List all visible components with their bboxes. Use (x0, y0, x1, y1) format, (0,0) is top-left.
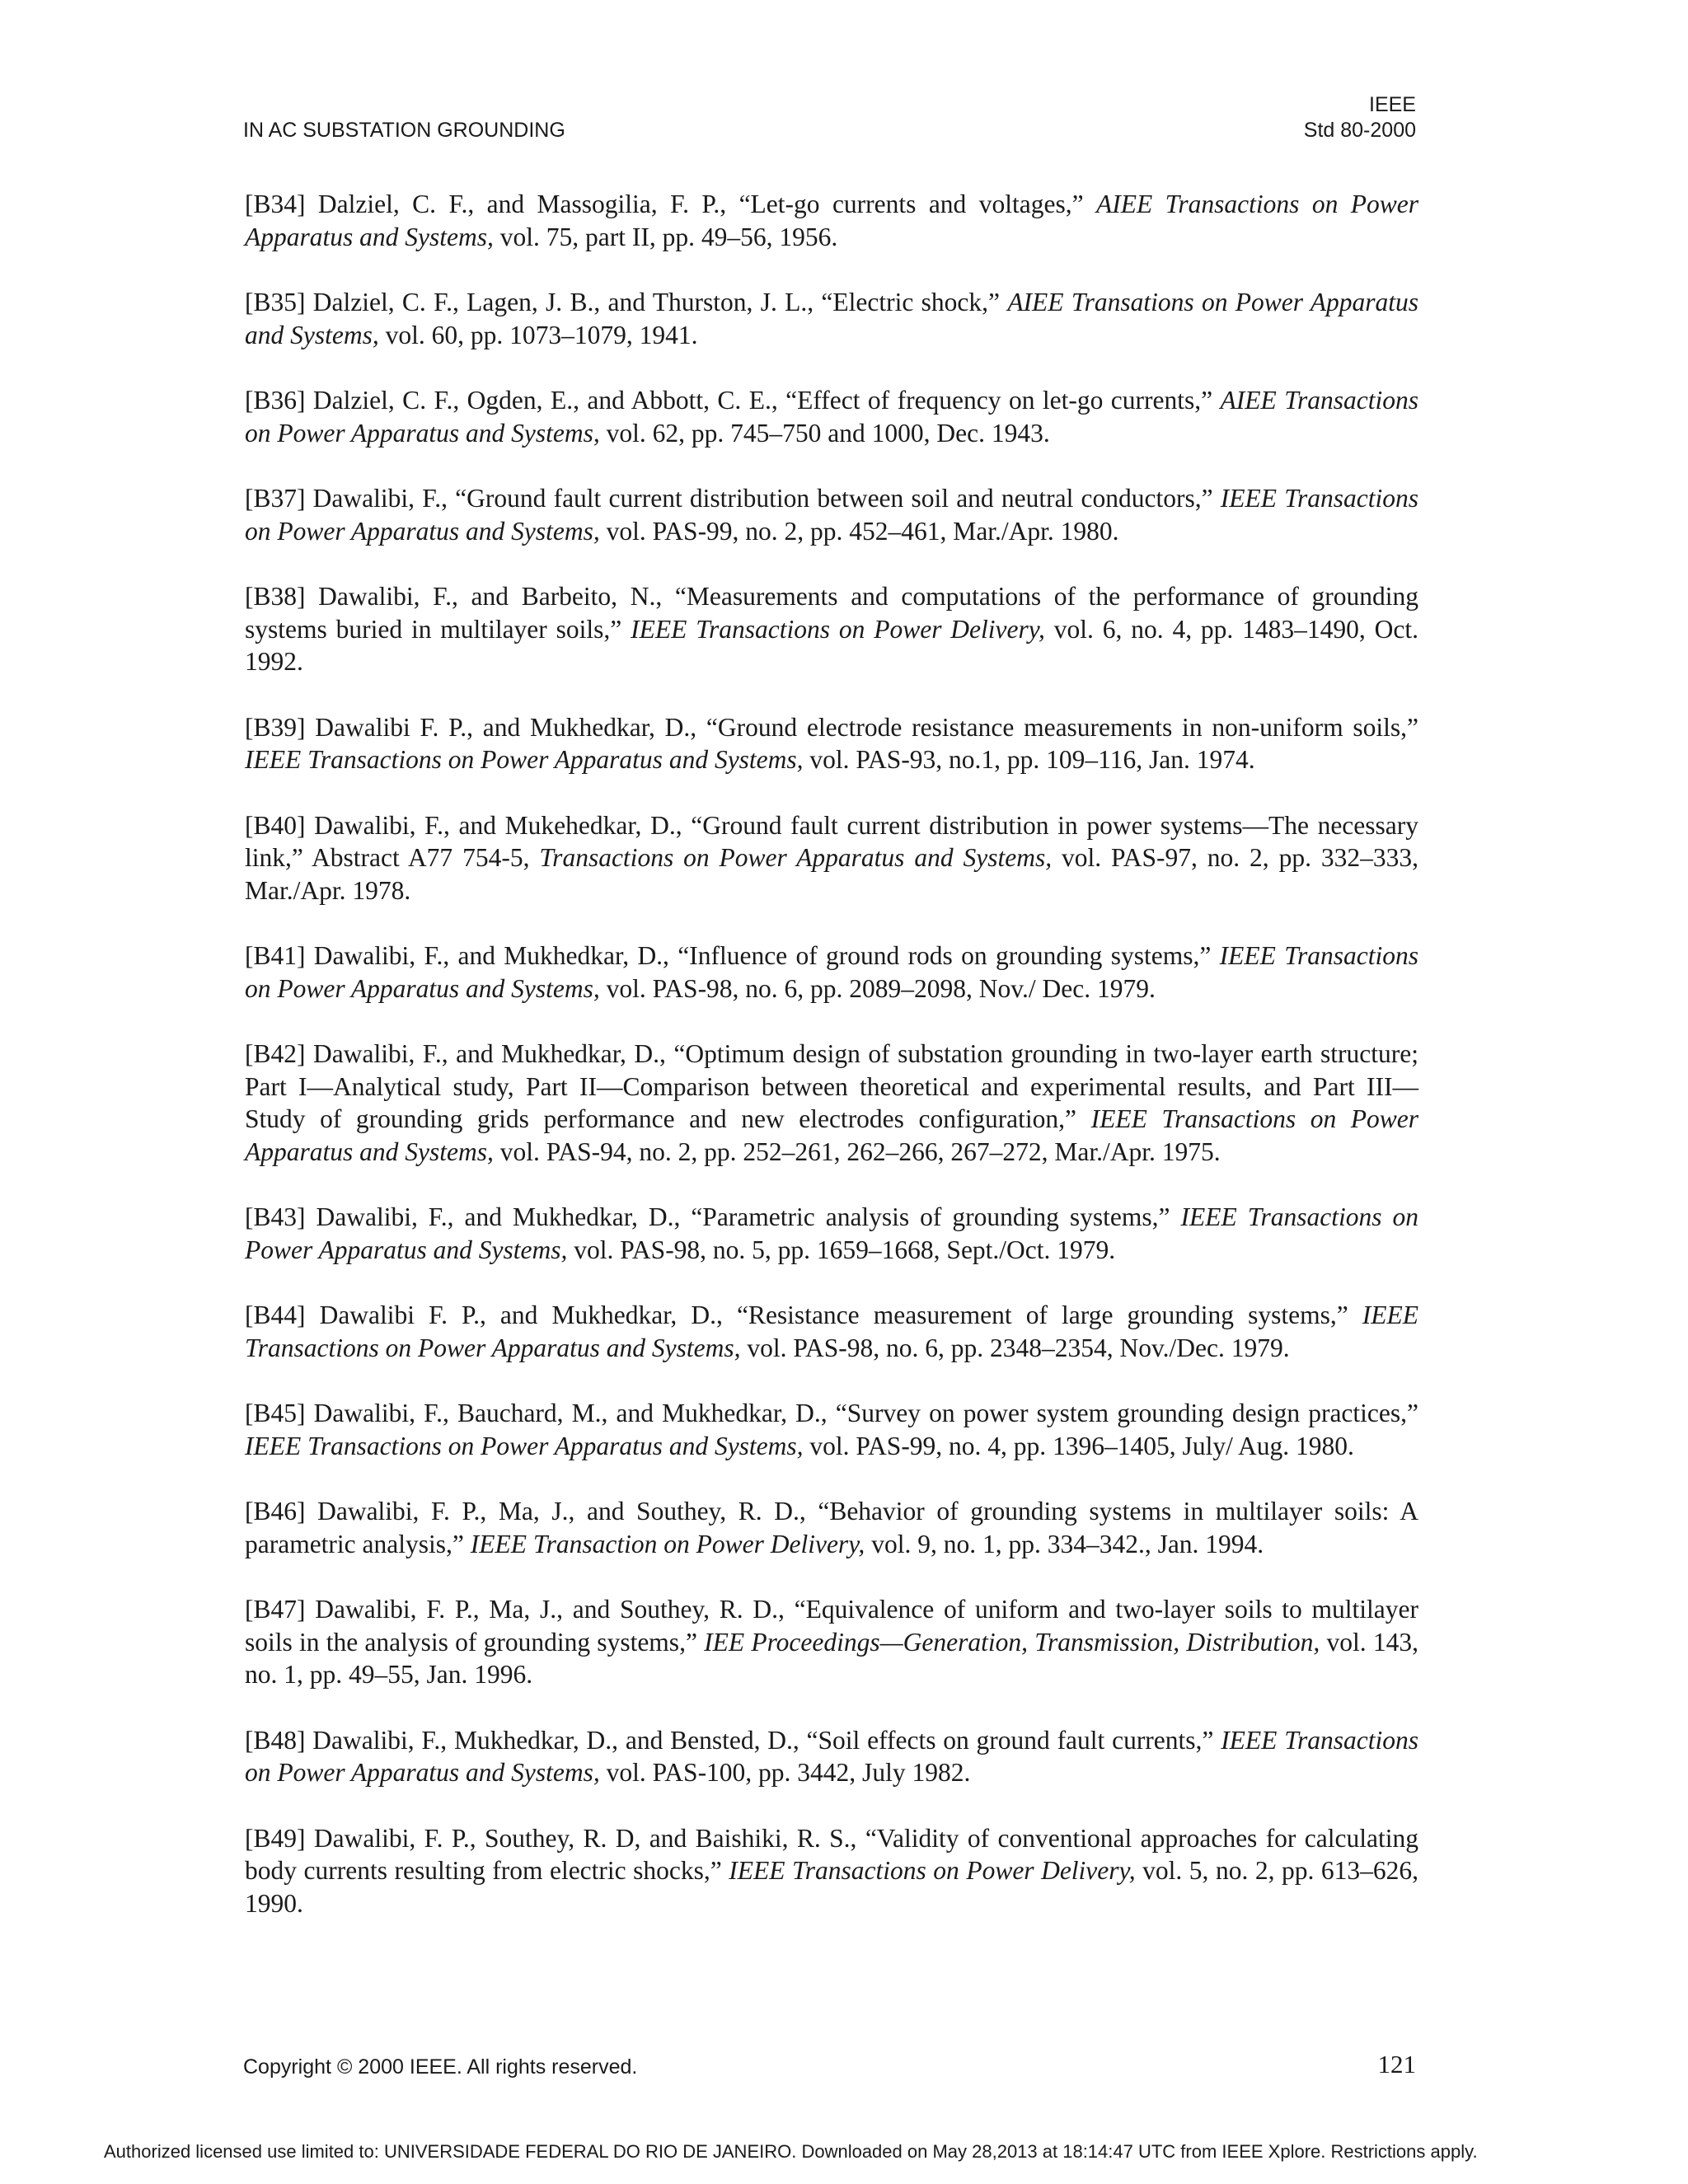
reference-item (245, 188, 1418, 253)
reference-details: vol. PAS-98, no. 6, pp. 2089–2098, Nov./ Dec. 1979. (599, 973, 1156, 1003)
reference-details: vol. PAS-94, no. 2, pp. 252–261, 262–266, 267–272, Mar./Apr. 1975. (493, 1137, 1221, 1166)
reference-details: vol. 5, no. 2, pp. 613–626, 1990. (245, 1856, 1418, 1918)
reference-details: vol. 143, no. 1, pp. 49–55, Jan. 1996. (245, 1627, 1418, 1689)
reference-journal: IEEE Transactions on Power Delivery, (729, 1856, 1136, 1885)
reference-journal: IEEE Transactions on Power Apparatus and Systems, (245, 1301, 1418, 1362)
license-notice: Authorized licensed use limited to: UNIVERSIDADE FEDERAL DO RIO DE JANEIRO. Downloaded on May 28,2013 at 18:14:47 UTC from IEEE Xplore. Restrictions apply. (104, 2141, 1478, 2162)
page-number: 121 (1377, 2050, 1416, 2079)
reference-item (245, 711, 1418, 776)
header-org: IEEE (1369, 93, 1416, 116)
reference-text: [B43] Dawalibi, F., and Mukhedkar, D., “Parametric analysis of grounding systems,” (245, 1202, 1181, 1231)
reference-details: vol. PAS-98, no. 5, pp. 1659–1668, Sept./Oct. 1979. (567, 1235, 1116, 1264)
reference-journal: IEEE Transactions on Power Apparatus and Systems, (245, 1104, 1419, 1166)
header-std-number: Std 80-2000 (1303, 119, 1416, 142)
reference-item (245, 1299, 1418, 1364)
reference-journal: IEEE Transactions on Power Apparatus and Systems, (245, 1725, 1418, 1787)
reference-text: [B41] Dawalibi, F., and Mukhedkar, D., “Influence of ground rods on grounding systems,” (245, 941, 1220, 970)
reference-journal: IEEE Transactions on Power Apparatus and Systems, (245, 1202, 1418, 1264)
reference-journal: IEEE Transaction on Power Delivery, (470, 1529, 865, 1558)
reference-journal: Transactions on Power Apparatus and Systems, (539, 843, 1053, 872)
reference-item (245, 1724, 1418, 1789)
running-header-standard (1304, 92, 1416, 143)
reference-text: [B49] Dawalibi, F. P., Southey, R. D, and Baishiki, R. S., “Validity of conventional approaches for calculating body currents resulting from electric shocks,” (245, 1823, 1418, 1885)
reference-details: vol. PAS-97, no. 2, pp. 332–333, Mar./Apr. 1978. (245, 843, 1419, 905)
reference-text: [B35] Dalziel, C. F., Lagen, J. B., and Thurston, J. L., “Electric shock,” (245, 288, 1008, 316)
reference-item (245, 1397, 1418, 1462)
reference-journal: IEEE Transactions on Power Apparatus and Systems, (245, 1431, 804, 1460)
reference-details: vol. PAS-99, no. 4, pp. 1396–1405, July/ Aug. 1980. (803, 1431, 1354, 1460)
reference-details: vol. 60, pp. 1073–1079, 1941. (378, 320, 698, 349)
reference-list (245, 188, 1418, 1952)
reference-journal: IEEE Transactions on Power Apparatus and Systems, (245, 941, 1418, 1003)
reference-item (245, 1593, 1418, 1691)
reference-details: vol. 75, part II, pp. 49–56, 1956. (493, 222, 838, 251)
reference-details: vol. PAS-98, no. 6, pp. 2348–2354, Nov./Dec. 1979. (740, 1333, 1290, 1362)
reference-journal: AIEE Transactions on Power Apparatus and Systems, (245, 190, 1418, 251)
reference-item (245, 1495, 1418, 1560)
reference-journal: IEEE Transactions on Power Apparatus and Systems, (245, 484, 1418, 546)
reference-item (245, 809, 1418, 907)
reference-item (245, 482, 1418, 547)
reference-details: vol. PAS-100, pp. 3442, July 1982. (599, 1758, 971, 1787)
reference-journal: IEE Proceedings—Generation, Transmission, Distribution, (704, 1627, 1320, 1657)
reference-item (245, 1822, 1418, 1920)
reference-item (245, 1038, 1418, 1168)
reference-text: [B47] Dawalibi, F. P., Ma, J., and Southey, R. D., “Equivalence of uniform and two-layer soils to multilayer soils in the analysis of grounding systems,” (245, 1595, 1418, 1657)
reference-item (245, 1201, 1418, 1266)
reference-text: [B46] Dawalibi, F. P., Ma, J., and Southey, R. D., “Behavior of grounding systems in multilayer soils: A parametric analysis,” (245, 1497, 1418, 1558)
reference-text: [B42] Dawalibi, F., and Mukhedkar, D., “Optimum design of substation grounding in two-layer earth structure; Part I—Analytical study, Part II—Comparison between theoretical and experimental results, and Part III— Study of grounding grids performance and new electrodes configuration,” (245, 1039, 1418, 1133)
reference-text: [B34] Dalziel, C. F., and Massogilia, F. P., “Let-go currents and voltages,” (245, 190, 1096, 218)
reference-details: vol. 62, pp. 745–750 and 1000, Dec. 1943. (599, 418, 1050, 448)
reference-text: [B44] Dawalibi F. P., and Mukhedkar, D., “Resistance measurement of large grounding systems,” (245, 1301, 1362, 1329)
reference-text: [B39] Dawalibi F. P., and Mukhedkar, D., “Ground electrode resistance measurements in non-uniform soils,” (245, 712, 1418, 742)
reference-item (245, 940, 1418, 1005)
reference-text: [B37] Dawalibi, F., “Ground fault current distribution between soil and neutral conductors,” (245, 484, 1221, 513)
reference-text: [B40] Dawalibi, F., and Mukehedkar, D., “Ground fault current distribution in power systems—The necessary link,” Abstract A77 754-5, (245, 810, 1418, 872)
reference-journal: AIEE Transactions on Power Apparatus and Systems, (245, 386, 1418, 448)
reference-journal: IEEE Transactions on Power Delivery, (631, 614, 1045, 644)
reference-details: vol. PAS-93, no.1, pp. 109–116, Jan. 1974. (803, 745, 1255, 774)
running-header-title: IN AC SUBSTATION GROUNDING (243, 119, 565, 142)
reference-journal: AIEE Transations on Power Apparatus and Systems, (245, 288, 1418, 349)
reference-details: vol. 9, no. 1, pp. 334–342., Jan. 1994. (865, 1529, 1264, 1558)
reference-text: [B38] Dawalibi, F., and Barbeito, N., “Measurements and computations of the performance of grounding systems buried in multilayer soils,” (245, 582, 1418, 644)
reference-item (245, 580, 1418, 678)
reference-journal: IEEE Transactions on Power Apparatus and Systems, (245, 745, 804, 774)
reference-details: vol. PAS-99, no. 2, pp. 452–461, Mar./Apr. 1980. (599, 516, 1119, 546)
reference-details: vol. 6, no. 4, pp. 1483–1490, Oct. 1992. (245, 614, 1419, 676)
reference-item (245, 286, 1418, 351)
copyright-notice: Copyright © 2000 IEEE. All rights reserved. (243, 2055, 638, 2079)
reference-text: [B36] Dalziel, C. F., Ogden, E., and Abbott, C. E., “Effect of frequency on let-go currents,” (245, 386, 1221, 415)
reference-text: [B45] Dawalibi, F., Bauchard, M., and Mukhedkar, D., “Survey on power system grounding design practices,” (245, 1399, 1418, 1427)
reference-text: [B48] Dawalibi, F., Mukhedkar, D., and Bensted, D., “Soil effects on ground fault currents,” (245, 1725, 1221, 1755)
reference-item (245, 384, 1418, 449)
